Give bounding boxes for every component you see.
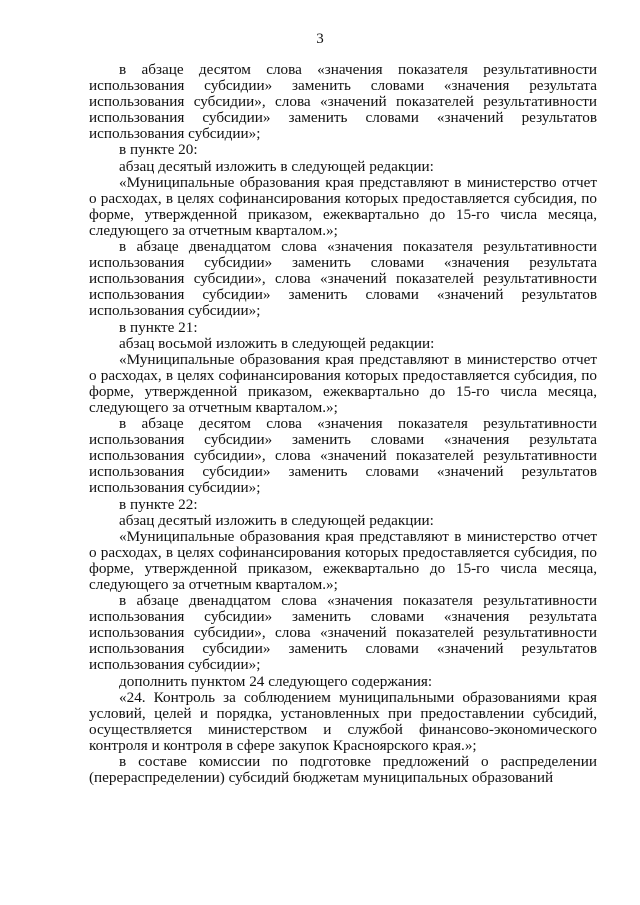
paragraph-4: «Муниципальные образования края представляют в министерство отчет о расходах, в целях софинансирования которых предоставляется субсидия, по форме, утвержденной приказом, ежеквартально до 15-го числа месяца, следующего за отчетным кварталом.»; bbox=[89, 173, 597, 239]
page-number: 3 bbox=[316, 31, 324, 47]
paragraph-11: абзац десятый изложить в следующей редакции: bbox=[119, 511, 434, 529]
paragraph-2: в пункте 20: bbox=[119, 141, 198, 159]
paragraph-5: в абзаце двенадцатом слова «значения показателя результативности использования субсидии» заменить словами «значения результата использования субсидии», слова «значений показателей результативности использования субсидии» заменить словами «значений результатов использования субсидии»; bbox=[89, 238, 597, 320]
paragraph-8: «Муниципальные образования края представляют в министерство отчет о расходах, в целях софинансирования которых предоставляется субсидия, по форме, утвержденной приказом, ежеквартально до 15-го числа месяца, следующего за отчетным кварталом.»; bbox=[89, 350, 597, 416]
paragraph-14: дополнить пунктом 24 следующего содержания: bbox=[119, 672, 433, 690]
paragraph-6: в пункте 21: bbox=[119, 318, 198, 336]
paragraph-7: абзац восьмой изложить в следующей редакции: bbox=[119, 334, 435, 352]
paragraph-1: в абзаце десятом слова «значения показателя результативности использования субсидии» заменить словами «значения результата использования субсидии», слова «значений показателей результативности использования субсидии» заменить словами «значений результатов использования субсидии»; bbox=[89, 61, 597, 143]
paragraph-9: в абзаце десятом слова «значения показателя результативности использования субсидии» заменить словами «значения результата использования субсидии», слова «значений показателей результативности использования субсидии» заменить словами «значений результатов использования субсидии»; bbox=[89, 415, 597, 497]
document-body bbox=[89, 62, 597, 786]
paragraph-13: в абзаце двенадцатом слова «значения показателя результативности использования субсидии» заменить словами «значения результата использования субсидии», слова «значений показателей результативности использования субсидии» заменить словами «значений результатов использования субсидии»; bbox=[89, 592, 597, 674]
paragraph-16: в составе комиссии по подготовке предложений о распределении (перераспределении) субсидий бюджетам муниципальных образований bbox=[89, 753, 597, 787]
paragraph-15: «24. Контроль за соблюдением муниципальными образованиями края условий, целей и порядка, установленных при предоставлении субсидий, осуществляется министерством и службой финансово-экономического контроля и контроля в сфере закупок Красноярского края.»; bbox=[89, 688, 597, 754]
paragraph-10: в пункте 22: bbox=[119, 495, 198, 513]
paragraph-3: абзац десятый изложить в следующей редакции: bbox=[119, 157, 434, 175]
paragraph-12: «Муниципальные образования края представляют в министерство отчет о расходах, в целях софинансирования которых предоставляется субсидия, по форме, утвержденной приказом, ежеквартально до 15-го числа месяца, следующего за отчетным кварталом.»; bbox=[89, 527, 597, 593]
